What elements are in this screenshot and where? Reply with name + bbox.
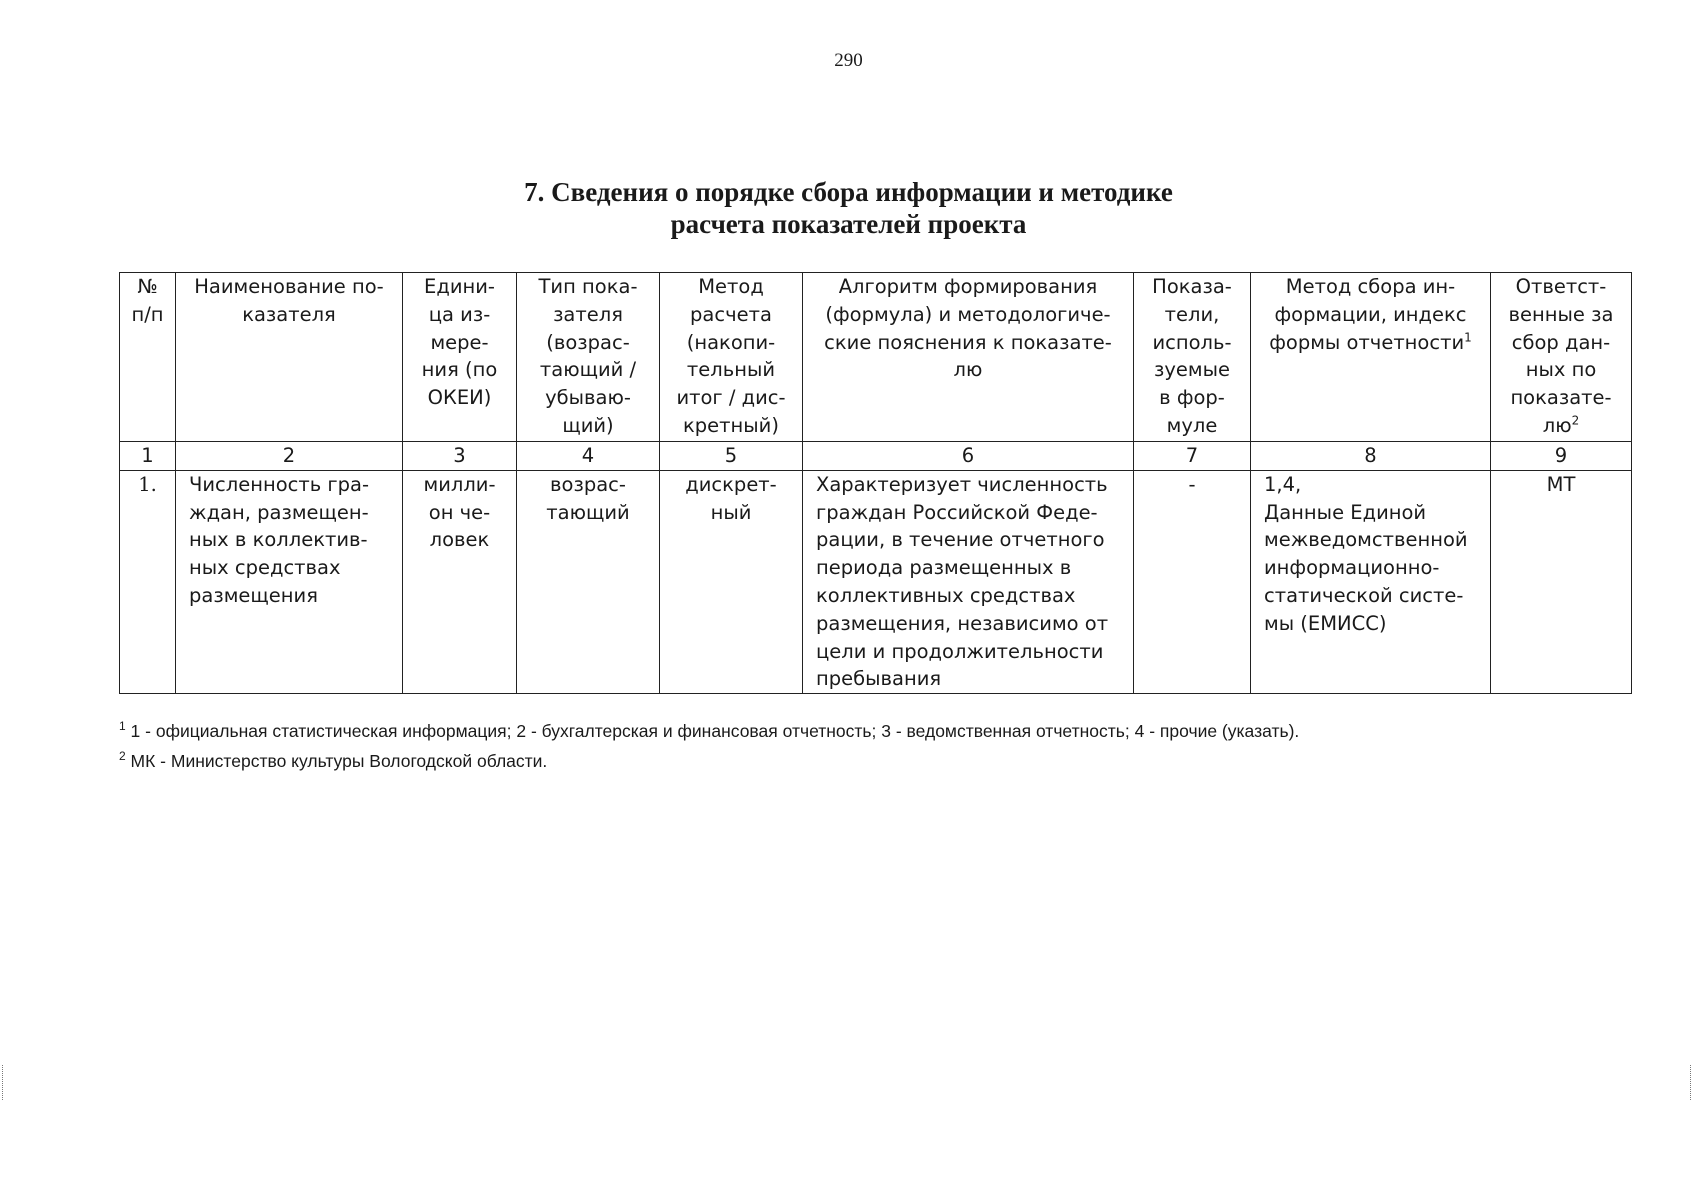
- column-number: 4: [517, 442, 660, 471]
- formula-indicators-cell: -: [1134, 470, 1251, 693]
- footnote-mark-2: 2: [119, 748, 126, 763]
- header-cell: Наименование по- казателя: [176, 273, 403, 442]
- column-number-row: [120, 442, 1632, 471]
- column-number: 1: [120, 442, 176, 471]
- table-header-row: [120, 273, 1632, 442]
- column-number: 8: [1251, 442, 1491, 471]
- header-cell: Едини- ца из- мере- ния (по ОКЕИ): [403, 273, 517, 442]
- column-number: 3: [403, 442, 517, 471]
- header-cell: Тип пока- зателя (возрас- тающий / убываю- щий): [517, 273, 660, 442]
- column-number: 2: [176, 442, 403, 471]
- section-title-line-2: расчета показателей проекта: [670, 209, 1027, 239]
- unit-cell: милли- он че- ловек: [403, 470, 517, 693]
- scan-edge-mark-left: [2, 1065, 6, 1100]
- column-number: 5: [660, 442, 803, 471]
- indicators-table: [119, 272, 1632, 694]
- header-cell: Ответст- венные за сбор дан- ных по показате- $лю^2$: [1491, 273, 1632, 442]
- footnotes: [119, 714, 1619, 774]
- section-title-line-1: 7. Сведения о порядке сбора информации и методике: [524, 177, 1173, 207]
- header-cell: Метод сбора ин- формации, индекс формы отчетности$^1$: [1251, 273, 1491, 442]
- table-row: [120, 470, 1632, 693]
- column-number: 6: [803, 442, 1134, 471]
- calculation-method-cell: дискрет- ный: [660, 470, 803, 693]
- collection-method-cell: 1,4, Данные Единой межведомственной информационно- статической систе- мы (ЕМИСС): [1251, 470, 1491, 693]
- page-number: 290: [834, 50, 863, 71]
- header-cell: Показа- тели, исполь- зуемые в фор- муле: [1134, 273, 1251, 442]
- column-number: 7: [1134, 442, 1251, 471]
- footnote-ref-2: 2: [1571, 413, 1580, 428]
- section-title: [0, 176, 1697, 240]
- column-number: 9: [1491, 442, 1632, 471]
- scan-edge-mark-right: [1690, 1065, 1694, 1100]
- header-cell: № п/п: [120, 273, 176, 442]
- footnote-1: $^1$ 1 - официальная статистическая информация; 2 - бухгалтерская и финансовая отчетность; 3 - ведомственная отчетность; 4 - прочие (указать).: [119, 719, 1300, 741]
- row-number-cell: 1.: [120, 470, 176, 693]
- footnote-2: $^2$ МК - Министерство культуры Вологодской области.: [119, 748, 548, 771]
- footnote-ref-1: 1: [1464, 330, 1472, 345]
- header-cell: Метод расчета (накопи- тельный итог / дис- кретный): [660, 273, 803, 442]
- header-cell: Алгоритм формирования (формула) и методологиче- ские пояснения к показате- лю: [803, 273, 1134, 442]
- footnote-mark-1: 1: [119, 719, 126, 733]
- algorithm-cell: Характеризует численность граждан Российской Феде- рации, в течение отчетного периода размещенных в коллективных средствах размещения, независимо от цели и продолжительности пребывания: [803, 470, 1134, 693]
- indicator-type-cell: возрас- тающий: [517, 470, 660, 693]
- indicator-name-cell: Численность гра- ждан, размещен- ных в коллектив- ных средствах размещения: [176, 470, 403, 693]
- responsible-cell: МТ: [1491, 470, 1632, 693]
